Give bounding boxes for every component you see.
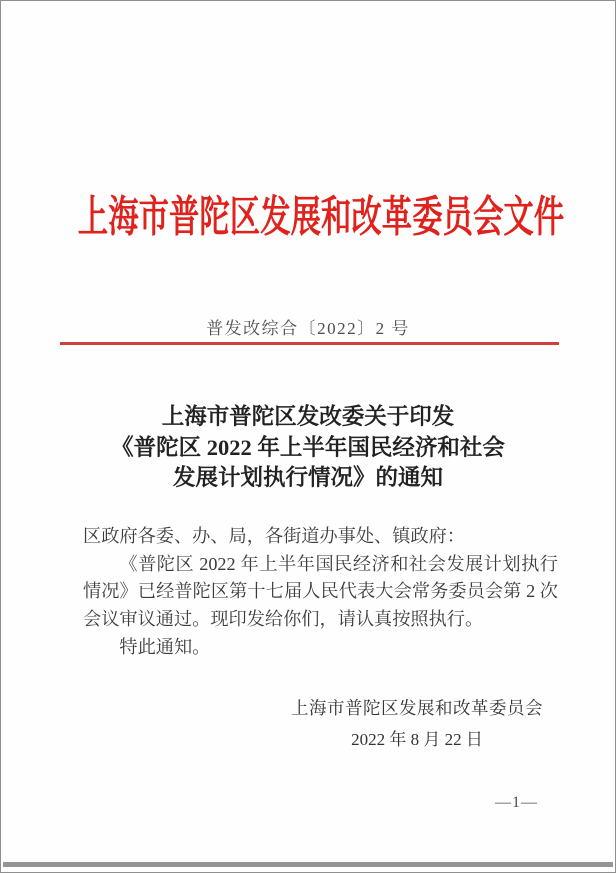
notice-title-line-2: 《普陀区 2022 年上半年国民经济和社会: [111, 434, 505, 460]
issue-date: 2022 年 8 月 22 日: [351, 730, 483, 749]
closing-line: 特此通知。: [119, 636, 211, 657]
notice-body: [83, 523, 558, 662]
scan-bottom-shadow: [3, 862, 613, 867]
issuing-agency-signature: 上海市普陀区发展和改革委员会: [291, 698, 543, 718]
notice-title-line-3: 发展计划执行情况》的通知: [172, 465, 443, 490]
notice-title: [1, 402, 615, 494]
salutation-line: 区政府各委、办、局，各街道办事处、镇政府：: [83, 526, 465, 546]
red-header-banner: [1, 183, 615, 245]
body-paragraph: 《普陀区 2022 年上半年国民经济和社会发展计划执行情况》已经普陀区第十七届人民代表大会常务委员会第 2 次会议审议通过。现印发给你们，请认真按照执行。: [83, 553, 558, 630]
red-separator-line: [60, 342, 559, 345]
document-reference-number: 普发改综合〔2022〕2 号: [206, 319, 410, 338]
page-number: —1—: [495, 794, 538, 811]
signature-block: [291, 697, 543, 751]
issuing-agency-banner-title: 上海市普陀区发展和改革委员会文件: [77, 192, 565, 242]
notice-title-line-1: 上海市普陀区发改委关于印发: [161, 404, 455, 429]
